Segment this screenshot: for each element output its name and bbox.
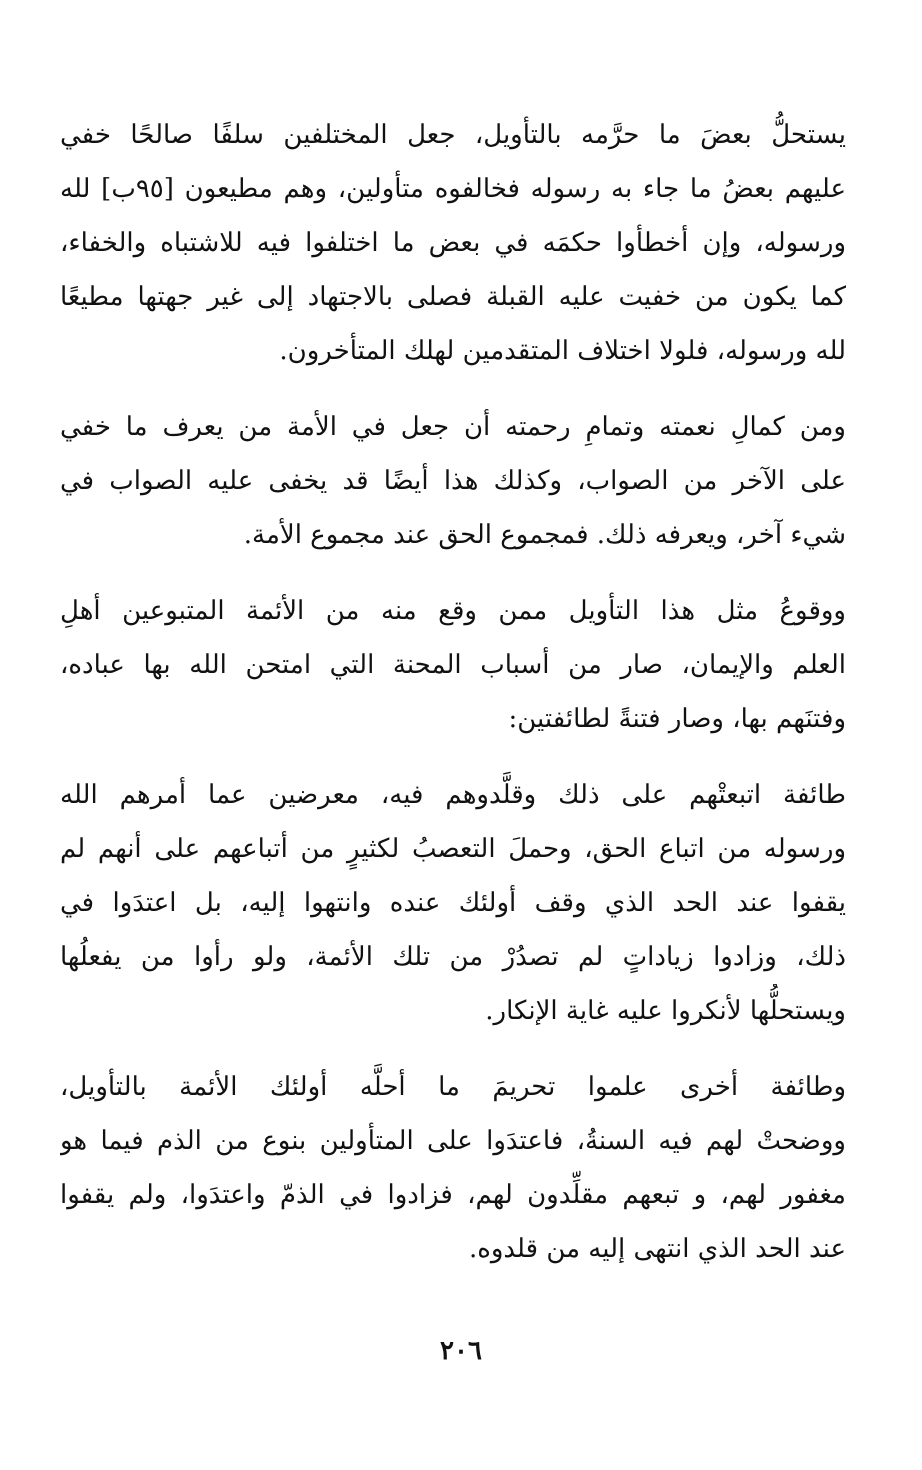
text-line: ورسوله، وإن أخطأوا حكمَه في بعض ما اختلفوا فيه للاشتباه والخفاء، bbox=[60, 228, 846, 258]
page-body bbox=[60, 108, 846, 1298]
paragraph-5 bbox=[60, 1060, 846, 1276]
text-line: على الآخر من الصواب، وكذلك هذا أيضًا قد يخفى عليه الصواب في bbox=[60, 466, 846, 496]
text-line: ووضحتْ لهم فيه السنةُ، فاعتدَوا على المتأولين بنوع من الذم فيما هو bbox=[60, 1126, 846, 1156]
text-line: عليهم بعضُ ما جاء به رسوله فخالفوه متأولين، وهم مطيعون [٩٥ب] لله bbox=[60, 174, 846, 204]
text-line: العلم والإيمان، صار من أسباب المحنة التي امتحن الله بها عباده، bbox=[60, 650, 846, 680]
text-line: عند الحد الذي انتهى إليه من قلدوه. bbox=[468, 1234, 846, 1264]
text-line: شيء آخر، ويعرفه ذلك. فمجموع الحق عند مجموع الأمة. bbox=[243, 520, 846, 550]
text-line: لله ورسوله، فلولا اختلاف المتقدمين لهلك المتأخرون. bbox=[279, 336, 846, 366]
text-line: وفتنَهم بها، وصار فتنةً لطائفتين: bbox=[508, 704, 846, 734]
page-number: ٢٠٦ bbox=[440, 1336, 482, 1366]
text-line: مغفور لهم، و تبعهم مقلِّدون لهم، فزادوا في الذمّ واعتدَوا، ولم يقفوا bbox=[60, 1180, 846, 1210]
paragraph-3 bbox=[60, 584, 846, 746]
text-line: ووقوعُ مثل هذا التأويل ممن وقع منه من الأئمة المتبوعين أهلِ bbox=[60, 596, 846, 626]
paragraph-4 bbox=[60, 768, 846, 1038]
text-line: ومن كمالِ نعمته وتمامِ رحمته أن جعل في الأمة من يعرف ما خفي bbox=[60, 412, 846, 442]
text-line: يقفوا عند الحد الذي وقف أولئك عنده وانتهوا إليه، بل اعتدَوا في bbox=[60, 888, 846, 918]
text-line: ذلك، وزادوا زياداتٍ لم تصدُرْ من تلك الأئمة، ولو رأوا من يفعلُها bbox=[60, 942, 846, 972]
text-line: ويستحلُّها لأنكروا عليه غاية الإنكار. bbox=[485, 996, 846, 1026]
text-line: ورسوله من اتباع الحق، وحملَ التعصبُ لكثيرٍ من أتباعهم على أنهم لم bbox=[60, 834, 846, 864]
text-line: طائفة اتبعتْهم على ذلك وقلَّدوهم فيه، معرضين عما أمرهم الله bbox=[60, 780, 846, 810]
text-line: وطائفة أخرى علموا تحريمَ ما أحلَّه أولئك الأئمة بالتأويل، bbox=[60, 1072, 846, 1102]
text-line: كما يكون من خفيت عليه القبلة فصلى بالاجتهاد إلى غير جهتها مطيعًا bbox=[60, 282, 846, 312]
text-line: يستحلُّ بعضَ ما حرَّمه بالتأويل، جعل المختلفين سلفًا صالحًا خفي bbox=[60, 120, 846, 150]
paragraph-2 bbox=[60, 400, 846, 562]
paragraph-1 bbox=[60, 108, 846, 378]
